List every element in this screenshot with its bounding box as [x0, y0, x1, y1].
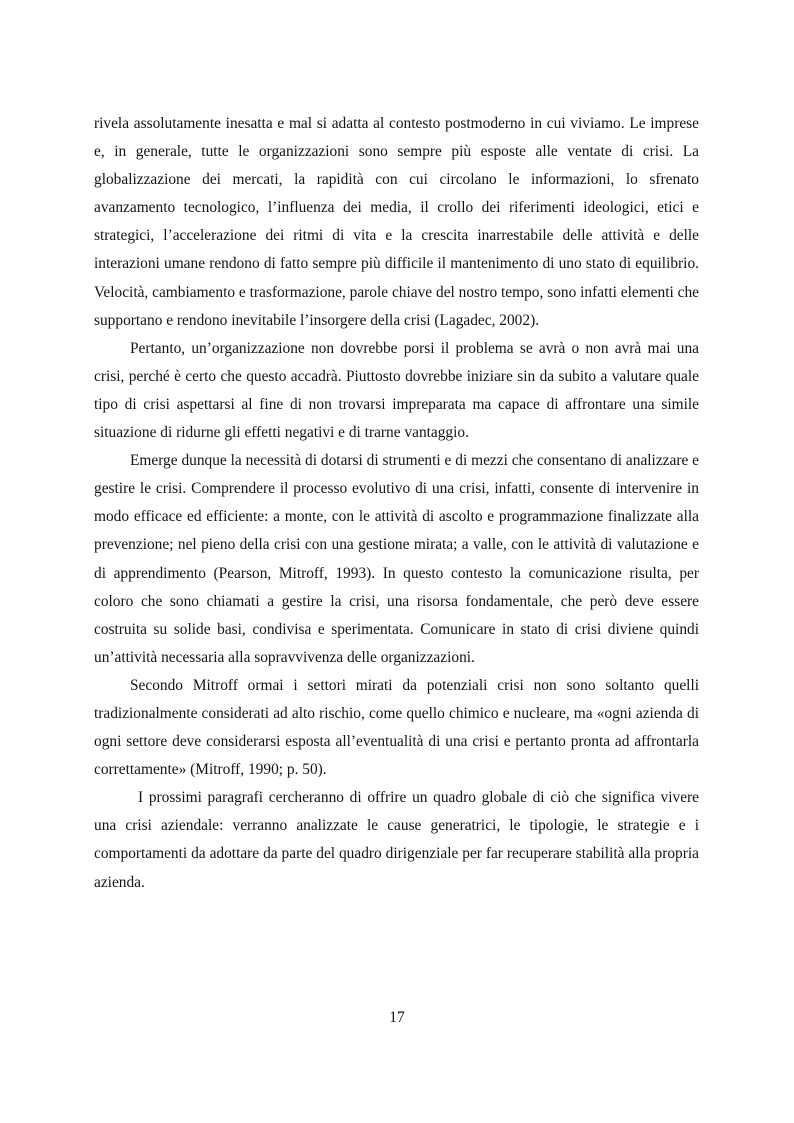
paragraph-continuation: rivela assolutamente inesatta e mal si adatta al contesto postmoderno in cui viviamo. Le imprese e, in generale, tutte le organizzazioni sono sempre più esposte alle ventate di crisi. La globalizzazione dei mercati, la rapidità con cui circolano le informazioni, lo sfrenato avanzamento tecnologico, l’influenza dei media, il crollo dei riferimenti ideologici, etici e strategici, l’accelerazione dei ritmi di vita e la crescita inarrestabile delle attività e delle interazioni umane rendono di fatto sempre più difficile il mantenimento di uno stato di equilibrio. Velocità, cambiamento e trasformazione, parole chiave del nostro tempo, sono infatti elementi che supportano e rendono inevitabile l’insorgere della crisi (Lagadec, 2002). [94, 115, 699, 329]
page-number: 17 [389, 1009, 405, 1026]
paragraph-pertanto: Pertanto, un’organizzazione non dovrebbe porsi il problema se avrà o non avrà mai una crisi, perché è certo che questo accadrà. Piuttosto dovrebbe iniziare sin da subito a valutare quale tipo di crisi aspettarsi al fine di non trovarsi impreparata ma capace di affrontare una simile situazione di ridurne gli effetti negativi e di trarne vantaggio. [94, 339, 699, 442]
paragraph-prossimi: I prossimi paragrafi cercheranno di offrire un quadro globale di ciò che significa vivere una crisi aziendale: verranno analizzate le cause generatrici, le tipologie, le strategie e i comportamenti da adottare da parte del quadro dirigenziale per far recuperare stabilità alla propria azienda. [94, 789, 699, 891]
paragraph-mitroff: Secondo Mitroff ormai i settori mirati da potenziali crisi non sono soltanto quelli tradizionalmente considerati ad alto rischio, come quello chimico e nucleare, ma «ogni azienda di ogni settore deve considerarsi esposta all’eventualità di una crisi e pertanto pronta ad affrontarla correttamente» (Mitroff, 1990; p. 50). [94, 676, 699, 779]
paragraph-emerge: Emerge dunque la necessità di dotarsi di strumenti e di mezzi che consentano di analizzare e gestire le crisi. Comprendere il processo evolutivo di una crisi, infatti, consente di intervenire in modo efficace ed efficiente: a monte, con le attività di ascolto e programmazione finalizzate alla prevenzione; nel pieno della crisi con una gestione mirata; a valle, con le attività di valutazione e di apprendimento (Pearson, Mitroff, 1993). In questo contesto la comunicazione risulta, per coloro che sono chiamati a gestire la crisi, una risorsa fondamentale, che però deve essere costruita su solide basi, condivisa e sperimentata. Comunicare in stato di crisi diviene quindi un’attività necessaria alla sopravvivenza delle organizzazioni. [94, 452, 699, 666]
body-text [94, 110, 699, 897]
